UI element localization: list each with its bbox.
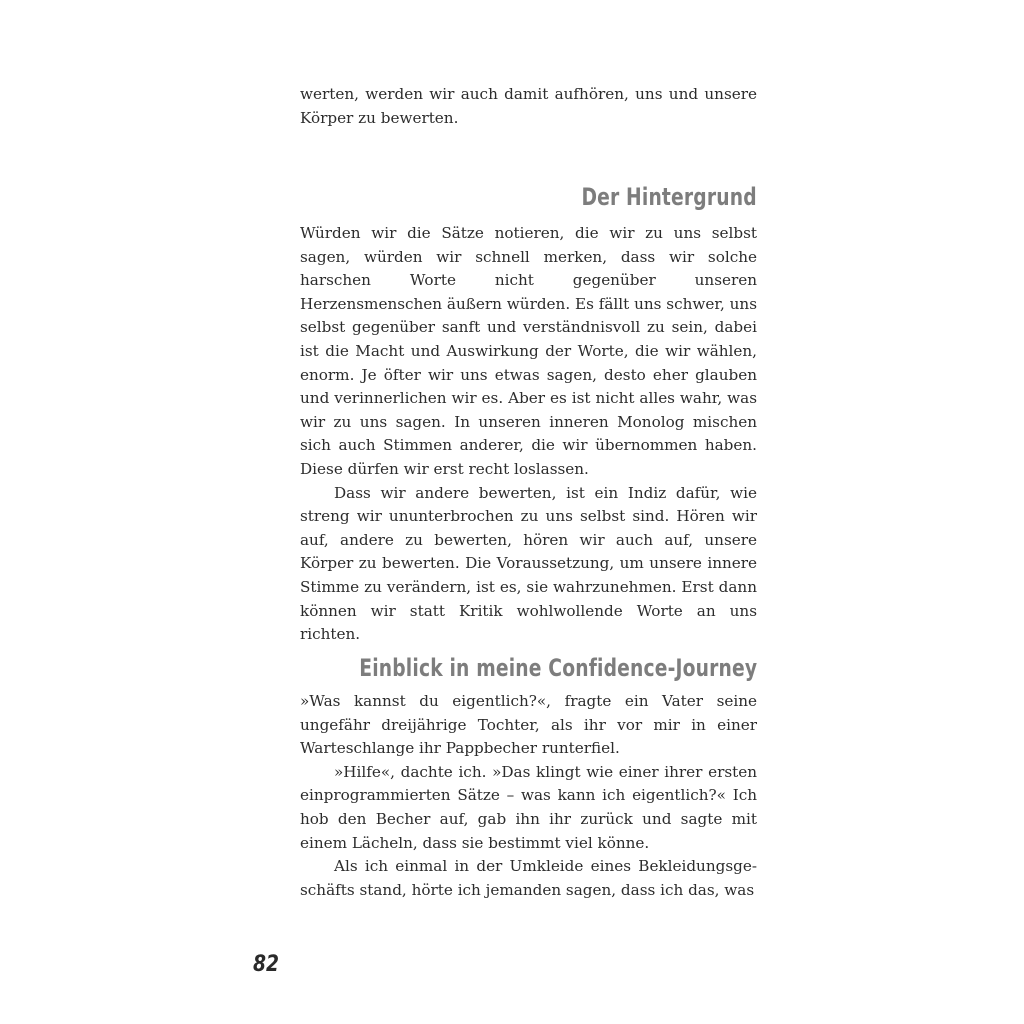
intro-text-block bbox=[300, 83, 757, 130]
intro-paragraph: werten, werden wir auch damit aufhören, uns und unsere Körper zu bewerten. bbox=[300, 85, 757, 127]
section-hintergrund-body bbox=[300, 222, 757, 647]
page-number: 82 bbox=[253, 952, 280, 977]
paragraph: Würden wir die Sätze notieren, die wir zu uns selbst sagen, würden wir schnell merken, dass wir solche harschen Worte nicht gegenüber unseren Herzensmenschen äußern würden. Es fällt uns schwer, uns selbst gegenüber sanft und verständnisvoll zu sein, dabei ist die Macht und Auswirkung der Worte, die wir wählen, enorm. Je öfter wir uns etwas sagen, desto eher glauben und verinnerlichen wir es. Aber es ist nicht alles wahr, was wir zu uns sagen. In unseren inneren Monolog mischen sich auch Stimmen anderer, die wir übernommen haben. Diese dürfen wir erst recht loslassen. bbox=[300, 224, 757, 478]
section-heading-hintergrund: Der Hintergrund bbox=[581, 183, 757, 211]
section-heading-confidence-journey: Einblick in meine Confidence-Journey bbox=[359, 654, 757, 682]
paragraph: Als ich einmal in der Umkleide eines Bekleidungsgeschäfts stand, hörte ich jemanden sagen, dass ich das, was bbox=[300, 857, 757, 899]
section-confidence-journey-body bbox=[300, 690, 757, 902]
paragraph: »Was kannst du eigentlich?«, fragte ein Vater seine ungefähr dreijährige Tochter, als ihr vor mir in einer Warteschlange ihr Pappbecher runterfiel. bbox=[300, 692, 757, 758]
paragraph: »Hilfe«, dachte ich. »Das klingt wie einer ihrer ersten einprogrammierten Sätze – was kann ich eigentlich?« Ich hob den Becher auf, gab ihn ihr zurück und sagte mit einem Lächeln, dass sie bestimmt viel könne. bbox=[300, 762, 757, 852]
paragraph: Dass wir andere bewerten, ist ein Indiz dafür, wie streng wir ununterbrochen zu uns selbst sind. Hören wir auf, andere zu bewerten, hören wir auch auf, unsere Körper zu bewerten. Die Voraussetzung, um unsere innere Stimme zu verändern, ist es, sie wahrzunehmen. Erst dann können wir statt Kritik wohlwollende Worte an uns richten. bbox=[300, 483, 757, 644]
